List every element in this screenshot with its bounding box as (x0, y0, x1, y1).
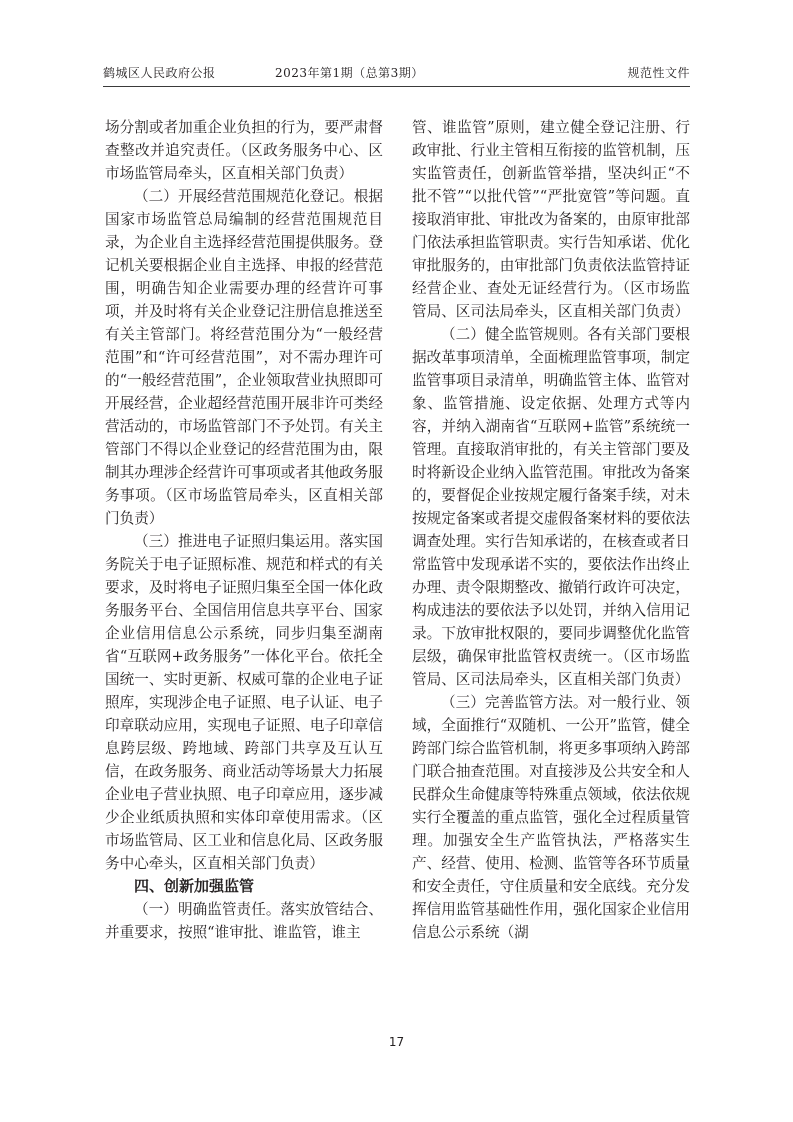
left-column (105, 116, 383, 944)
section-heading: 四、创新加强监管 (134, 877, 255, 895)
page-number: 17 (388, 1035, 405, 1049)
paragraph: 场分割或者加重企业负担的行为，要严肃督查整改并追究责任。（区政务服务中心、区市场监管局牵头，区直相关部门负责） (105, 119, 383, 182)
paragraph: （二）健全监管规则。各有关部门要根据改革事项清单，全面梳理监管事项，制定监管事项目录清单，明确监管主体、监管对象、监管措施、设定依据、处理方式等内容，并纳入湖南省“互联网+监管”系统统一管理。直接取消审批的，有关主管部门要及时将新设企业纳入监管范围。审批改为备案的，要督促企业按规定履行备案手续，对未按规定备案或者提交虚假备案材料的要依法调查处理。实行告知承诺的，在核查或者日常监管中发现承诺不实的，要依法作出终止办理、责令限期整改、撤销行政许可决定，构成违法的要依法予以处罚，并纳入信用记录。下放审批权限的，要同步调整优化监管层级，确保审批监管权责统一。（区市场监管局、区司法局牵头，区直相关部门负责） (412, 326, 690, 688)
paragraph: 管、谁监管”原则，建立健全登记注册、行政审批、行业主管相互衔接的监管机制，压实监管责任，创新监管举措，坚决纠正“不批不管”“以批代管”“严批宽管”等问题。直接取消审批、审批改为备案的，由原审批部门依法承担监管职责。实行告知承诺、优化审批服务的，由审批部门负责依法监管持证经营企业、查处无证经营行为。（区市场监管局、区司法局牵头，区直相关部门负责） (412, 119, 690, 320)
paragraph: （三）推进电子证照归集运用。落实国务院关于电子证照标准、规范和样式的有关要求，及时将电子证照归集至全国一体化政务服务平台、全国信用信息共享平台、国家企业信用信息公示系统，同步归集至湖南省“互联网+政务服务”一体化平台。依托全国统一、实时更新、权威可靠的企业电子证照库，实现涉企电子证照、电子认证、电子印章联动应用，实现电子证照、电子印章信息跨层级、跨地域、跨部门共享及互认互信，在政务服务、商业活动等场景大力拓展企业电子营业执照、电子印章应用，逐步减少企业纸质执照和实体印章使用需求。（区市场监管局、区工业和信息化局、区政务服务中心牵头，区直相关部门负责） (105, 533, 383, 872)
header-publication-title: 鹤城区人民政府公报 (103, 66, 216, 80)
paragraph: （三）完善监管方法。对一般行业、领域，全面推行“双随机、一公开”监管，健全跨部门综合监管机制，将更多事项纳入跨部门联合抽查范围。对直接涉及公共安全和人民群众生命健康等特殊重点领域，依法依规实行全覆盖的重点监管，强化全过程质量管理。加强安全生产监管执法，严格落实生产、经营、使用、检测、监管等各环节质量和安全责任，守住质量和安全底线。充分发挥信用监管基础性作用，强化国家企业信用信息公示系统（湖 (412, 694, 690, 941)
header-issue-number: 2023年第1期（总第3期） (275, 66, 424, 80)
header-divider (103, 86, 690, 87)
page-header (103, 64, 690, 82)
header-section-title: 规范性文件 (627, 66, 690, 80)
paragraph: （二）开展经营范围规范化登记。根据国家市场监管总局编制的经营范围规范目录，为企业自主选择经营范围提供服务。登记机关要根据企业自主选择、申报的经营范围，明确告知企业需要办理的经营许可事项，并及时将有关企业登记注册信息推送至有关主管部门。将经营范围分为“一般经营范围”和“许可经营范围”，对不需办理许可的“一般经营范围”，企业领取营业执照即可开展经营，企业超经营范围开展非许可类经营活动的，市场监管部门不予处罚。有关主管部门不得以企业登记的经营范围为由，限制其办理涉企经营许可事项或者其他政务服务事项。（区市场监管局牵头，区直相关部门负责） (105, 188, 383, 527)
right-column (412, 116, 690, 944)
paragraph: （一）明确监管责任。落实放管结合、并重要求，按照“谁审批、谁监管，谁主 (105, 901, 383, 941)
